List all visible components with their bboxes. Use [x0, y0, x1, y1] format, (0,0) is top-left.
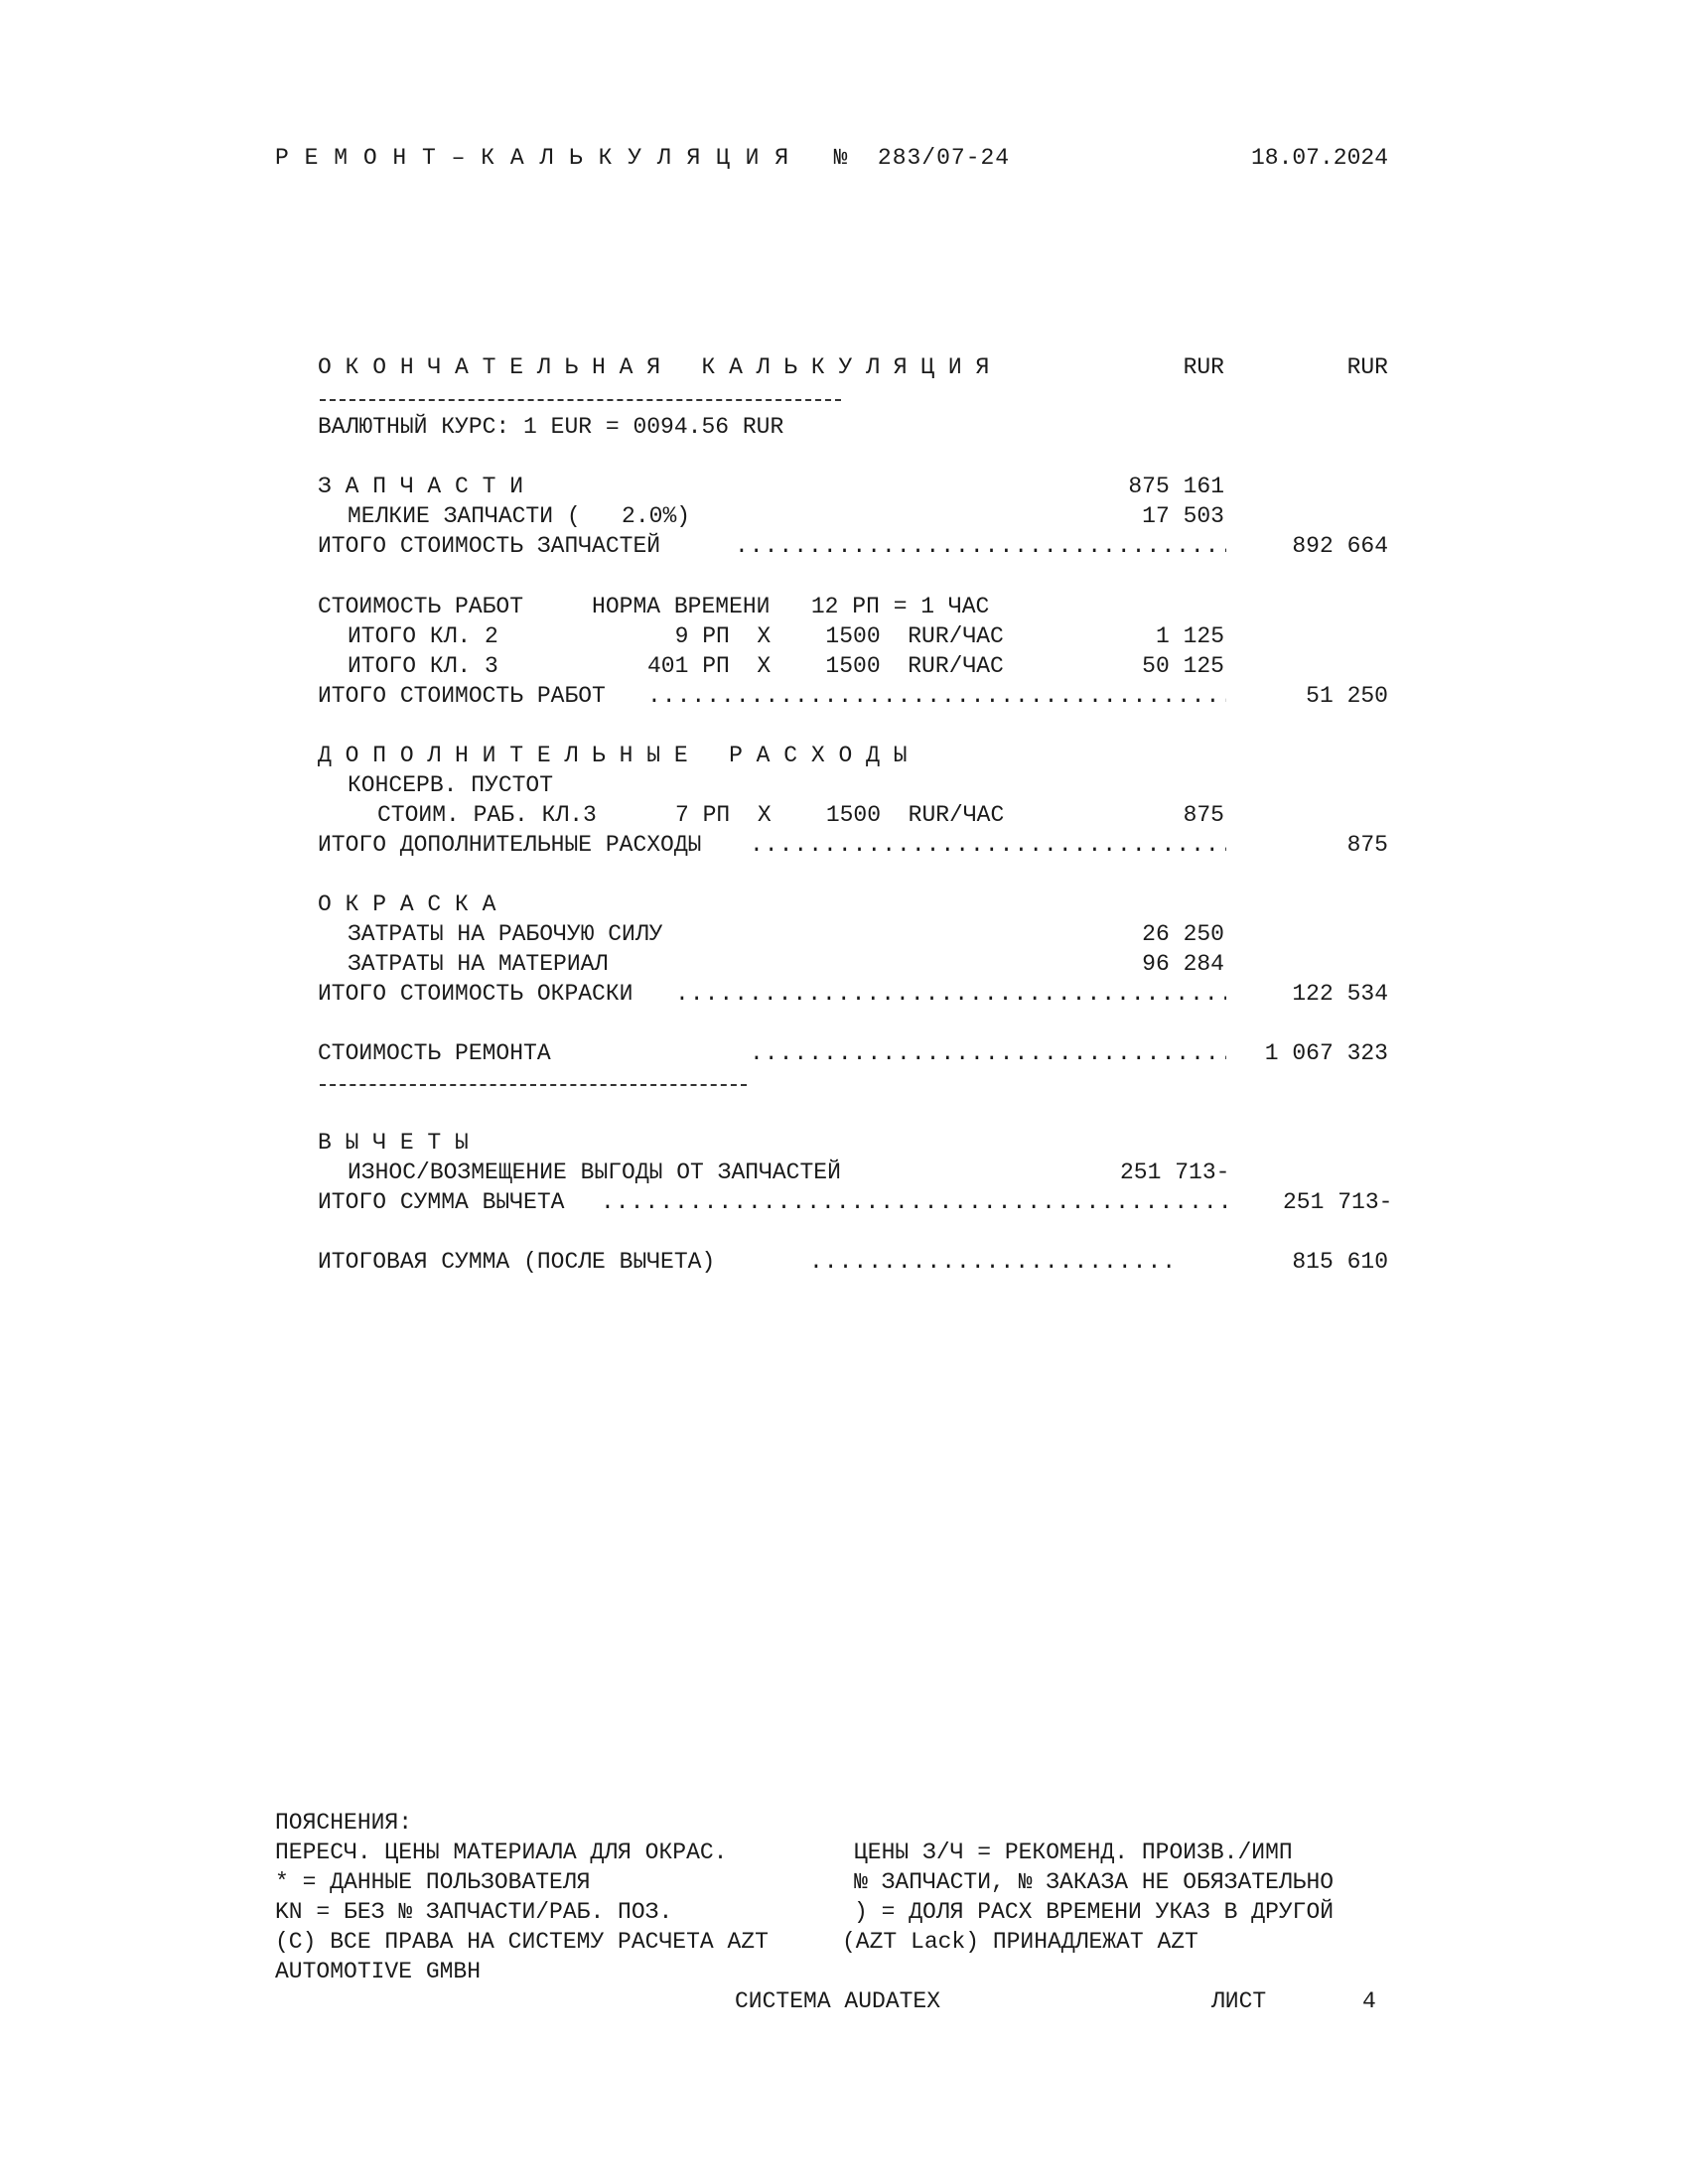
extra-total-amount: 875	[1346, 832, 1388, 858]
document-date: 18.07.2024	[1250, 145, 1388, 171]
notes-heading: ПОЯСНЕНИЯ:	[275, 1810, 413, 1836]
deductions-heading: В Ы Ч Е Т Ы	[318, 1130, 469, 1156]
labor-row-label: ИТОГО КЛ. 2	[348, 623, 498, 649]
grand-total-label: ИТОГОВАЯ СУММА (ПОСЛЕ ВЫЧЕТА)	[318, 1249, 716, 1275]
dot-leader	[750, 1038, 1226, 1068]
repair-underline	[320, 1084, 747, 1086]
deduction-item-amount: 251 713-	[1120, 1160, 1230, 1185]
dot-leader	[601, 1187, 1226, 1217]
labor-row-detail: 9 РП X 1500 RUR/ЧАС	[647, 623, 1004, 649]
labor-total-amount: 51 250	[1306, 683, 1388, 709]
labor-total-label: ИТОГО СТОИМОСТЬ РАБОТ	[318, 683, 606, 709]
extra-item: КОНСЕРВ. ПУСТОТ	[348, 772, 554, 798]
deductions-total-amount: 251 713-	[1283, 1189, 1393, 1215]
note-right: (AZT Lack) ПРИНАДЛЕЖАТ AZT	[842, 1929, 1198, 1955]
dot-leader	[675, 979, 1226, 1009]
document-title: Р Е М О Н Т – К А Л Ь К У Л Я Ц И Я № 283/07-24	[275, 145, 1011, 171]
extra-sub-detail: 7 РП X 1500 RUR/ЧАС	[675, 802, 1005, 828]
dot-leader	[750, 830, 1226, 860]
repair-cost-label: СТОИМОСТЬ РЕМОНТА	[318, 1040, 551, 1066]
sheet-number: 4	[1362, 1988, 1376, 2014]
heading-underline	[320, 399, 841, 401]
note-right: № ЗАПЧАСТИ, № ЗАКАЗА НЕ ОБЯЗАТЕЛЬНО	[854, 1869, 1335, 1895]
paint-labor-label: ЗАТРАТЫ НА РАБОЧУЮ СИЛУ	[348, 921, 663, 947]
paint-heading: О К Р А С К А	[318, 891, 496, 917]
extra-heading: Д О П О Л Н И Т Е Л Ь Н Ы Е Р А С Х О Д Ы	[318, 743, 908, 768]
dot-leader	[809, 1247, 1182, 1277]
dot-leader	[647, 681, 1226, 711]
deduction-item-label: ИЗНОС/ВОЗМЕЩЕНИЕ ВЫГОДЫ ОТ ЗАПЧАСТЕЙ	[348, 1160, 841, 1185]
system-name: СИСТЕМА AUDATEX	[735, 1988, 941, 2014]
note-left: (C) ВСЕ ПРАВА НА СИСТЕМУ РАСЧЕТА AZT	[275, 1929, 769, 1955]
extra-total-label: ИТОГО ДОПОЛНИТЕЛЬНЫЕ РАСХОДЫ	[318, 832, 702, 858]
note-left: ПЕРЕСЧ. ЦЕНЫ МАТЕРИАЛА ДЛЯ ОКРАС.	[275, 1840, 728, 1865]
deductions-total-label: ИТОГО СУММА ВЫЧЕТА	[318, 1189, 565, 1215]
paint-total-label: ИТОГО СТОИМОСТЬ ОКРАСКИ	[318, 981, 633, 1007]
extra-sub-amount: 875	[1183, 802, 1224, 828]
final-calc-heading: О К О Н Ч А Т Е Л Ь Н А Я К А Л Ь К У Л Я Ц И Я	[318, 354, 990, 380]
parts-total-label: ИТОГО СТОИМОСТЬ ЗАПЧАСТЕЙ	[318, 533, 661, 559]
column-header-rur-2: RUR	[1346, 354, 1388, 380]
exchange-rate: ВАЛЮТНЫЙ КУРС: 1 EUR = 0094.56 RUR	[318, 414, 784, 440]
parts-total-amount: 892 664	[1292, 533, 1388, 559]
labor-row-amount: 50 125	[1142, 653, 1224, 679]
paint-material-label: ЗАТРАТЫ НА МАТЕРИАЛ	[348, 951, 609, 977]
note-right: ЦЕНЫ З/Ч = РЕКОМЕНД. ПРОИЗВ./ИМП	[854, 1840, 1293, 1865]
small-parts-amount: 17 503	[1142, 503, 1224, 529]
parts-amount: 875 161	[1128, 474, 1224, 499]
parts-heading: З А П Ч А С Т И	[318, 474, 524, 499]
repair-cost-amount: 1 067 323	[1264, 1040, 1388, 1066]
small-parts-label: МЕЛКИЕ ЗАПЧАСТИ ( 2.0%)	[348, 503, 691, 529]
note-last-line: AUTOMOTIVE GMBH	[275, 1959, 482, 1984]
sheet-label: ЛИСТ	[1211, 1988, 1267, 2014]
note-left: * = ДАННЫЕ ПОЛЬЗОВАТЕЛЯ	[275, 1869, 591, 1895]
note-right: ) = ДОЛЯ РАСХ ВРЕМЕНИ УКАЗ В ДРУГОЙ	[854, 1899, 1335, 1925]
column-header-rur-1: RUR	[1183, 354, 1224, 380]
labor-row-label: ИТОГО КЛ. 3	[348, 653, 498, 679]
labor-row-detail: 401 РП X 1500 RUR/ЧАС	[647, 653, 1004, 679]
paint-total-amount: 122 534	[1292, 981, 1388, 1007]
paint-material-amount: 96 284	[1142, 951, 1224, 977]
note-left: KN = БЕЗ № ЗАПЧАСТИ/РАБ. ПОЗ.	[275, 1899, 673, 1925]
labor-heading: СТОИМОСТЬ РАБОТ НОРМА ВРЕМЕНИ 12 РП = 1 ЧАС	[318, 594, 990, 619]
extra-sub-label: СТОИМ. РАБ. КЛ.3	[377, 802, 597, 828]
dot-leader	[735, 531, 1226, 561]
paint-labor-amount: 26 250	[1142, 921, 1224, 947]
grand-total-amount: 815 610	[1292, 1249, 1388, 1275]
labor-row-amount: 1 125	[1155, 623, 1224, 649]
